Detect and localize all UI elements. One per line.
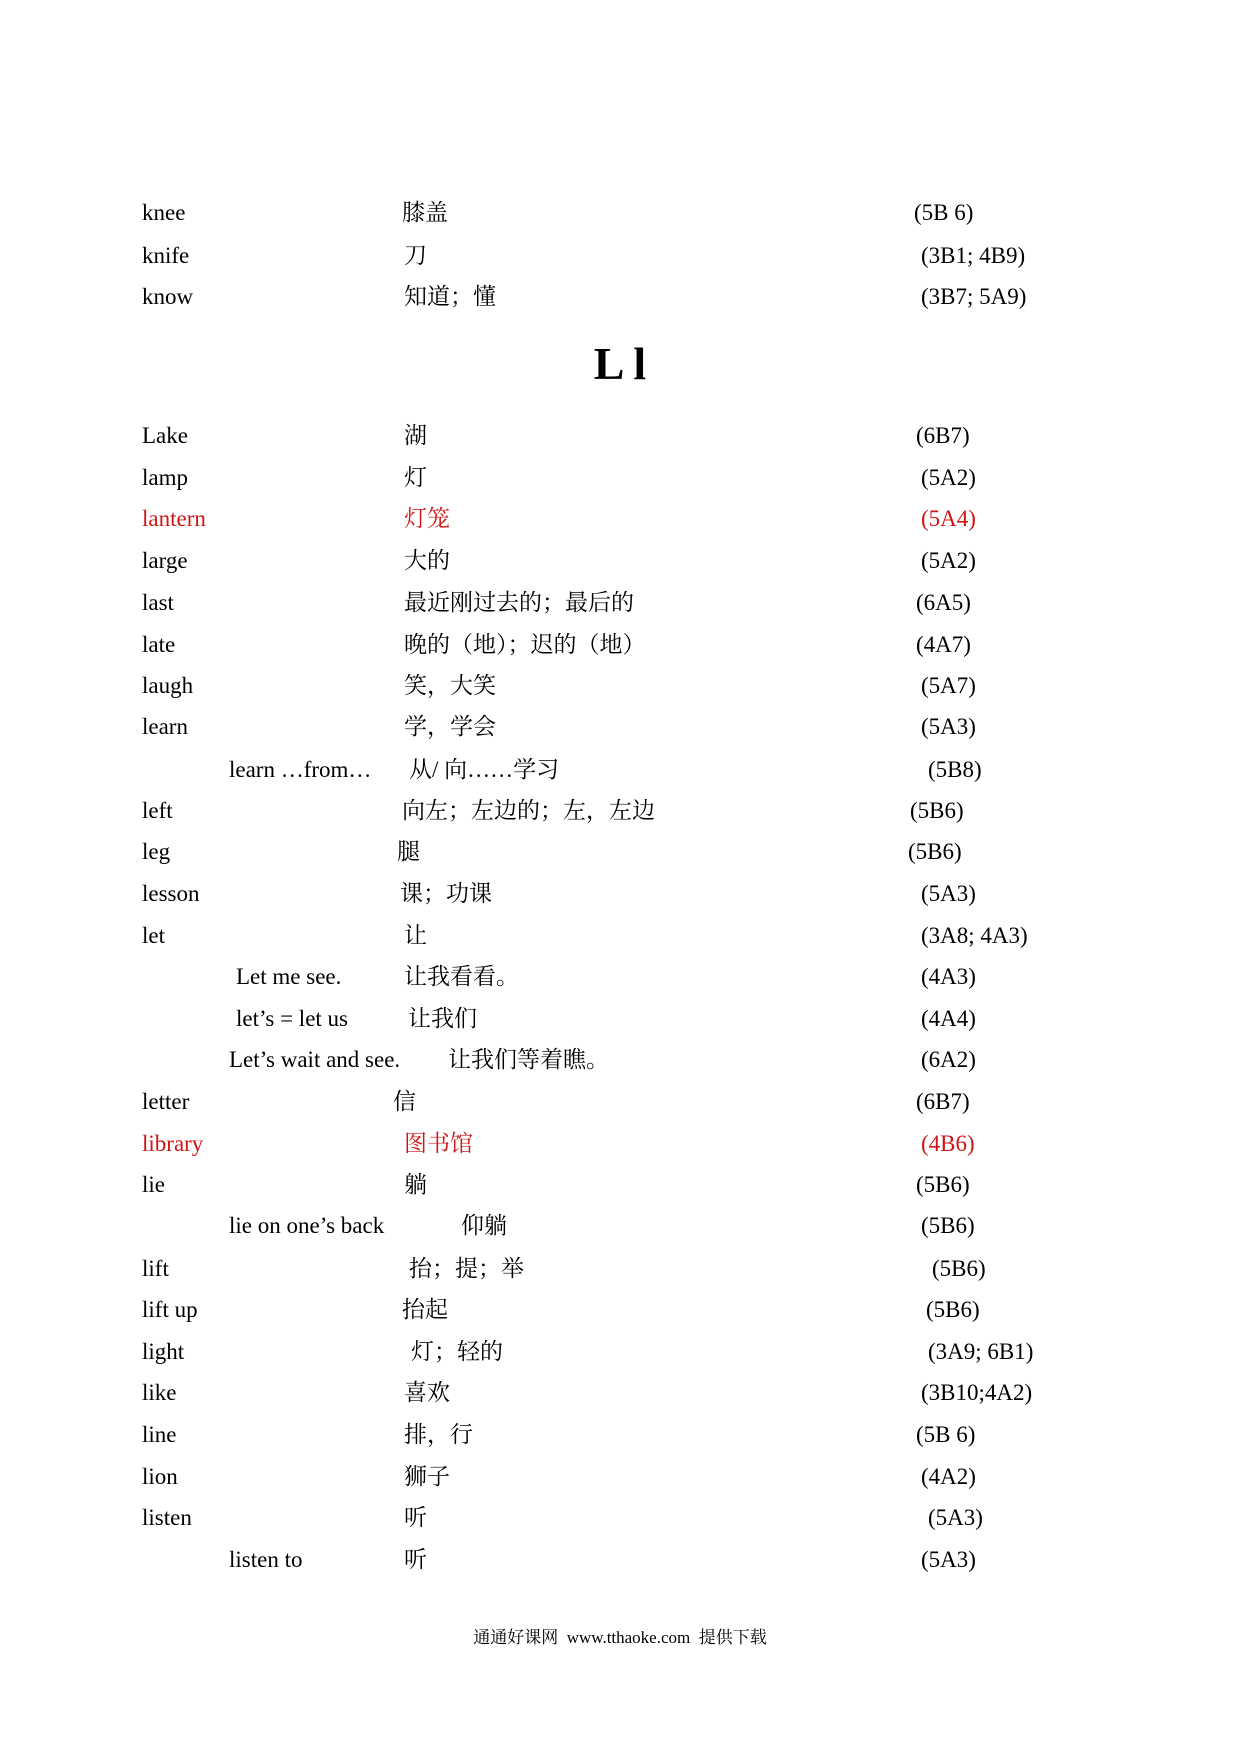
vocab-entry <box>0 1338 1240 1366</box>
entry-meaning: 让我们 <box>408 1006 477 1031</box>
entry-meaning: 听 <box>404 1547 427 1572</box>
entry-unit-ref: (6A5) <box>916 590 971 615</box>
entry-word: line <box>142 1422 177 1447</box>
entry-meaning: 信 <box>393 1089 416 1114</box>
vocab-entry <box>0 631 1240 659</box>
entry-meaning: 最近刚过去的；最后的 <box>404 590 634 615</box>
vocab-entry <box>0 505 1240 533</box>
entry-meaning: 笑，大笑 <box>404 673 496 698</box>
entry-word: letter <box>142 1089 190 1114</box>
entry-word: late <box>142 632 176 657</box>
entry-word: lion <box>142 1464 178 1489</box>
entry-unit-ref: (3A9; 6B1) <box>928 1339 1034 1364</box>
vocab-entry <box>0 464 1240 492</box>
vocab-entry <box>0 672 1240 700</box>
vocab-entry <box>0 422 1240 450</box>
entry-word: Lake <box>142 423 188 448</box>
entry-meaning: 排，行 <box>404 1422 473 1447</box>
vocab-entry <box>0 1088 1240 1116</box>
entry-word: let <box>142 923 165 948</box>
entry-unit-ref: (5A7) <box>921 673 976 698</box>
entry-unit-ref: (5A2) <box>921 465 976 490</box>
entry-unit-ref: (5A3) <box>921 881 976 906</box>
vocab-entry <box>0 589 1240 617</box>
entry-unit-ref: (6B7) <box>916 423 970 448</box>
vocab-entry <box>0 1255 1240 1283</box>
entry-unit-ref: (5B6) <box>910 798 964 823</box>
entry-meaning: 图书馆 <box>404 1131 473 1156</box>
entry-meaning: 狮子 <box>404 1464 450 1489</box>
entry-word: lie <box>142 1172 165 1197</box>
vocab-entry <box>0 797 1240 825</box>
vocab-entry <box>0 1504 1240 1532</box>
entry-meaning: 学，学会 <box>404 714 496 739</box>
entry-meaning: 晚的（地）；迟的（地） <box>404 632 646 657</box>
entry-word: lesson <box>142 881 200 906</box>
entry-meaning: 灯 <box>404 465 427 490</box>
vocab-phrase <box>0 1046 1240 1074</box>
vocab-entry <box>0 838 1240 866</box>
entry-unit-ref: (3B10;4A2) <box>921 1380 1033 1405</box>
entry-meaning: 课；功课 <box>400 881 492 906</box>
entry-word: library <box>142 1131 204 1156</box>
vocab-entry <box>0 1421 1240 1449</box>
entry-meaning: 灯笼 <box>404 506 450 531</box>
entry-meaning: 灯；轻的 <box>411 1339 503 1364</box>
vocab-phrase <box>0 963 1240 991</box>
entry-word: listen <box>142 1505 192 1530</box>
vocab-phrase <box>0 756 1240 784</box>
vocab-entry <box>0 922 1240 950</box>
entry-unit-ref: (5B6) <box>921 1213 975 1238</box>
section-heading: L l <box>593 338 647 389</box>
entry-unit-ref: (4A3) <box>921 964 976 989</box>
entry-unit-ref: (6A2) <box>921 1047 976 1072</box>
entry-unit-ref: (6B7) <box>916 1089 970 1114</box>
entry-word: lift up <box>142 1297 198 1322</box>
entry-unit-ref: (5B6) <box>908 839 962 864</box>
entry-unit-ref: (5A3) <box>928 1505 983 1530</box>
vocab-entry <box>0 1463 1240 1491</box>
entry-unit-ref: (5B6) <box>932 1256 986 1281</box>
entry-unit-ref: (4A7) <box>916 632 971 657</box>
entry-unit-ref: (4B6) <box>921 1131 975 1156</box>
entry-meaning: 抬；提；举 <box>409 1256 524 1281</box>
entry-word: know <box>142 284 194 309</box>
entry-meaning: 让我们等着瞧。 <box>448 1047 609 1072</box>
entry-meaning: 刀 <box>404 243 427 268</box>
phrase-text: lie on one’s back <box>229 1213 385 1238</box>
entry-meaning: 膝盖 <box>402 200 448 225</box>
entry-word: large <box>142 548 188 573</box>
phrase-text: learn …from… <box>229 757 372 782</box>
phrase-text: Let’s wait and see. <box>229 1047 401 1072</box>
vocab-phrase <box>0 1212 1240 1240</box>
entry-meaning: 大的 <box>404 548 450 573</box>
entry-unit-ref: (5B 6) <box>914 200 974 225</box>
entry-unit-ref: (3A8; 4A3) <box>921 923 1028 948</box>
entry-meaning: 喜欢 <box>404 1380 450 1405</box>
entry-meaning: 抬起 <box>402 1297 448 1322</box>
page-footer: 通通好课网 www.tthaoke.com 提供下载 <box>473 1628 767 1647</box>
phrase-text: listen to <box>229 1547 303 1572</box>
entry-meaning: 仰躺 <box>461 1213 507 1238</box>
entry-meaning: 向左；左边的；左，左边 <box>402 798 655 823</box>
entry-word: lamp <box>142 465 188 490</box>
entry-unit-ref: (5A3) <box>921 1547 976 1572</box>
entry-unit-ref: (5B6) <box>926 1297 980 1322</box>
entry-word: laugh <box>142 673 194 698</box>
entry-unit-ref: (5A3) <box>921 714 976 739</box>
entry-word: leg <box>142 839 171 864</box>
vocab-phrase <box>0 1005 1240 1033</box>
entry-meaning: 让 <box>404 923 427 948</box>
entry-meaning: 听 <box>404 1505 427 1530</box>
entry-unit-ref: (3B7; 5A9) <box>921 284 1027 309</box>
vocab-entry <box>0 547 1240 575</box>
entry-meaning: 让我看看。 <box>404 964 519 989</box>
vocab-entry <box>0 242 1240 270</box>
vocab-entry <box>0 1130 1240 1158</box>
vocab-phrase <box>0 1546 1240 1574</box>
entry-word: like <box>142 1380 177 1405</box>
phrase-text: let’s = let us <box>236 1006 348 1031</box>
vocab-entry <box>0 1296 1240 1324</box>
entry-unit-ref: (4A2) <box>921 1464 976 1489</box>
entry-word: left <box>142 798 173 823</box>
entry-unit-ref: (5B 6) <box>916 1422 976 1447</box>
phrase-text: Let me see. <box>236 964 342 989</box>
entry-meaning: 知道；懂 <box>404 284 496 309</box>
entry-unit-ref: (5A2) <box>921 548 976 573</box>
vocab-entry <box>0 880 1240 908</box>
vocab-entry <box>0 283 1240 311</box>
entry-unit-ref: (5A4) <box>921 506 976 531</box>
entry-meaning: 湖 <box>404 423 427 448</box>
entry-unit-ref: (3B1; 4B9) <box>921 243 1026 268</box>
entry-word: light <box>142 1339 185 1364</box>
entry-word: learn <box>142 714 188 739</box>
entry-unit-ref: (5B6) <box>916 1172 970 1197</box>
entry-word: knee <box>142 200 186 225</box>
entry-meaning: 躺 <box>404 1172 427 1197</box>
entry-unit-ref: (5B8) <box>928 757 982 782</box>
vocab-entry <box>0 199 1240 227</box>
vocab-entry <box>0 1379 1240 1407</box>
entry-meaning: 腿 <box>397 839 420 864</box>
entry-word: last <box>142 590 174 615</box>
entry-word: lift <box>142 1256 169 1281</box>
vocab-entry <box>0 713 1240 741</box>
vocab-entry <box>0 1171 1240 1199</box>
entry-word: lantern <box>142 506 206 531</box>
entry-unit-ref: (4A4) <box>921 1006 976 1031</box>
entry-meaning: 从/ 向……学习 <box>409 757 560 782</box>
entry-word: knife <box>142 243 190 268</box>
